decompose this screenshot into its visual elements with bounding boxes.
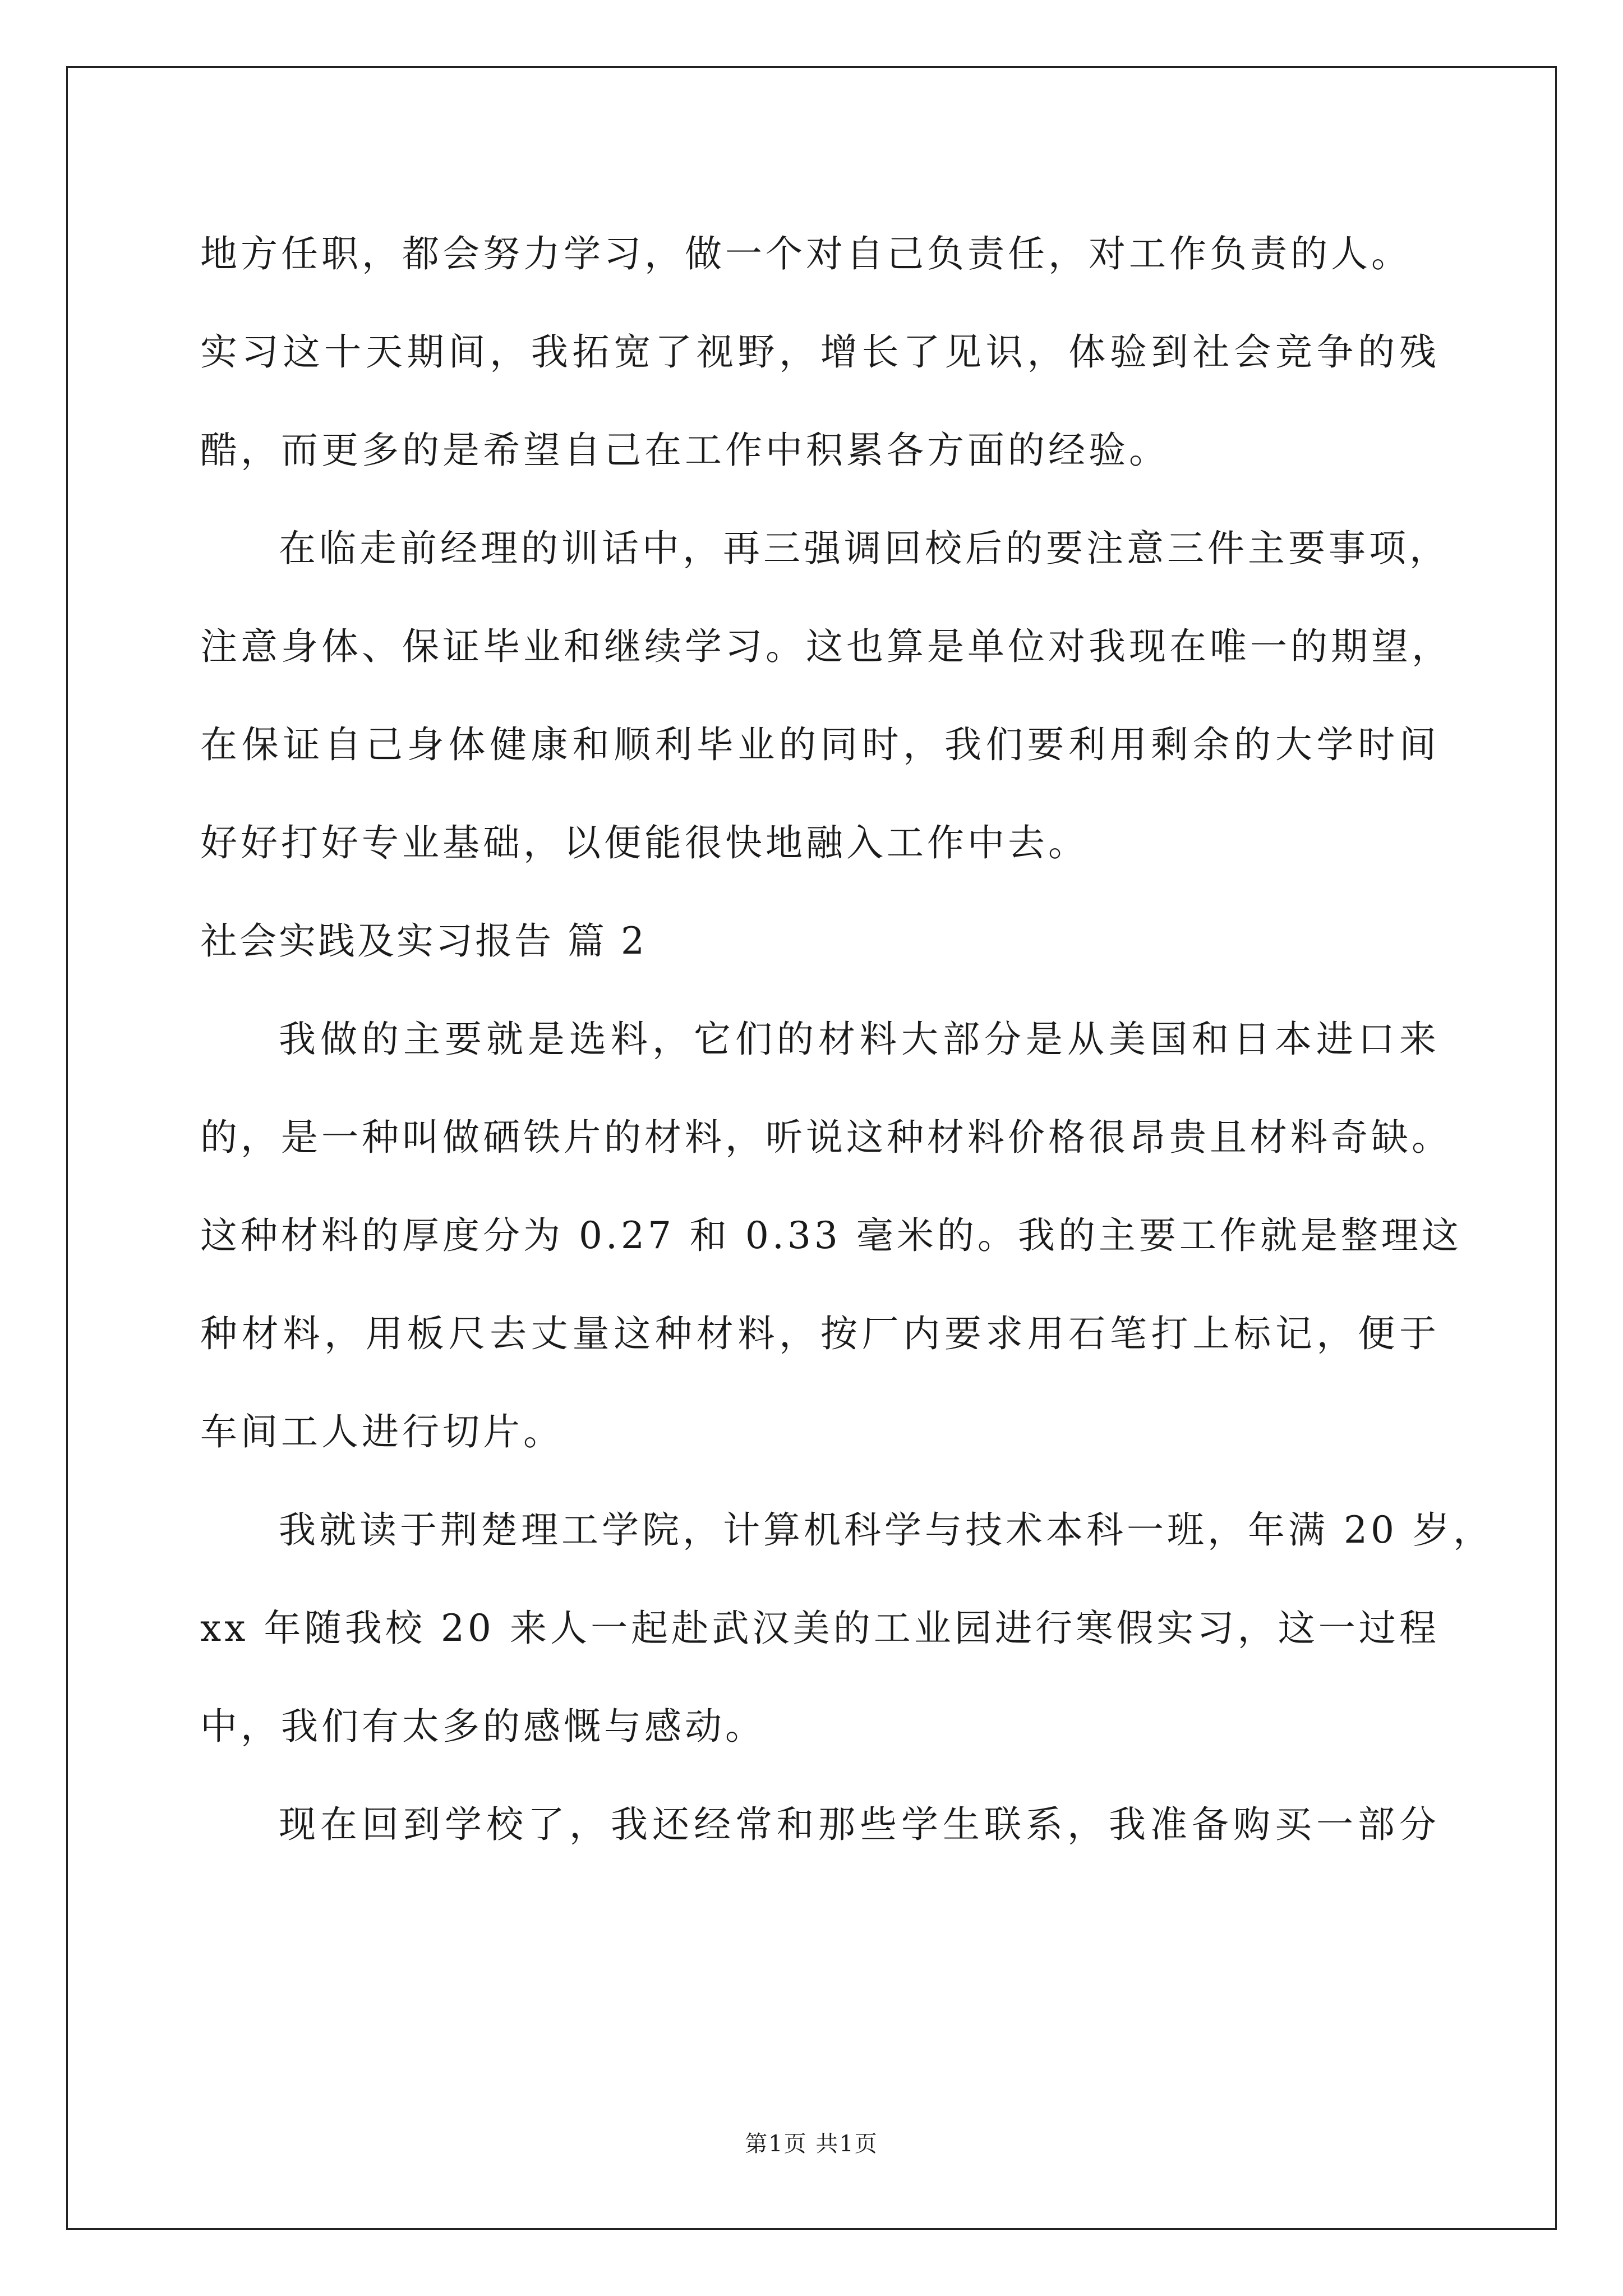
text-line: 在保证自己身体健康和顺利毕业的同时，我们要利用剩余的大学时间 — [200, 723, 1440, 766]
text-line: 中，我们有太多的感慨与感动。 — [200, 1705, 766, 1748]
text-line: xx 年随我校 20 来人一起赴武汉美的工业园进行寒假实习，这一过程 — [200, 1607, 1440, 1650]
text-line: 种材料，用板尺去丈量这种材料，按厂内要求用石笔打上标记，便于 — [200, 1312, 1440, 1355]
text-line: 实习这十天期间，我拓宽了视野，增长了见识，体验到社会竞争的残 — [200, 330, 1440, 374]
text-line: 注意身体、保证毕业和继续学习。这也算是单位对我现在唯一的期望， — [200, 625, 1452, 668]
text-line: 酷，而更多的是希望自己在工作中积累各方面的经验。 — [200, 429, 1169, 472]
text-line: 车间工人进行切片。 — [200, 1410, 564, 1453]
paragraph-start: 在临走前经理的训话中，再三强调回校后的要注意三件主要事项， — [279, 527, 1450, 570]
text-line: 这种材料的厚度分为 0.27 和 0.33 毫米的。我的主要工作就是整理这 — [200, 1214, 1462, 1257]
text-line: 好好打好专业基础，以便能很快地融入工作中去。 — [200, 821, 1089, 864]
text-line: 的，是一种叫做硒铁片的材料，听说这种材料价格很昂贵且材料奇缺。 — [200, 1116, 1452, 1159]
text-line: 地方任职，都会努力学习，做一个对自己负责任，对工作负责的人。 — [200, 232, 1412, 275]
paragraph-start: 我就读于荆楚理工学院，计算机科学与技术本科一班，年满 20 岁， — [279, 1508, 1493, 1552]
paragraph-start: 我做的主要就是选料，它们的材料大部分是从美国和日本进口来 — [279, 1018, 1440, 1061]
page-footer: 第1页 共1页 — [745, 2131, 878, 2157]
document-body — [200, 205, 1493, 1874]
paragraph-start: 现在回到学校了，我还经常和那些学生联系，我准备购买一部分 — [279, 1803, 1440, 1846]
section-heading: 社会实践及实习报告 篇 2 — [200, 919, 647, 963]
